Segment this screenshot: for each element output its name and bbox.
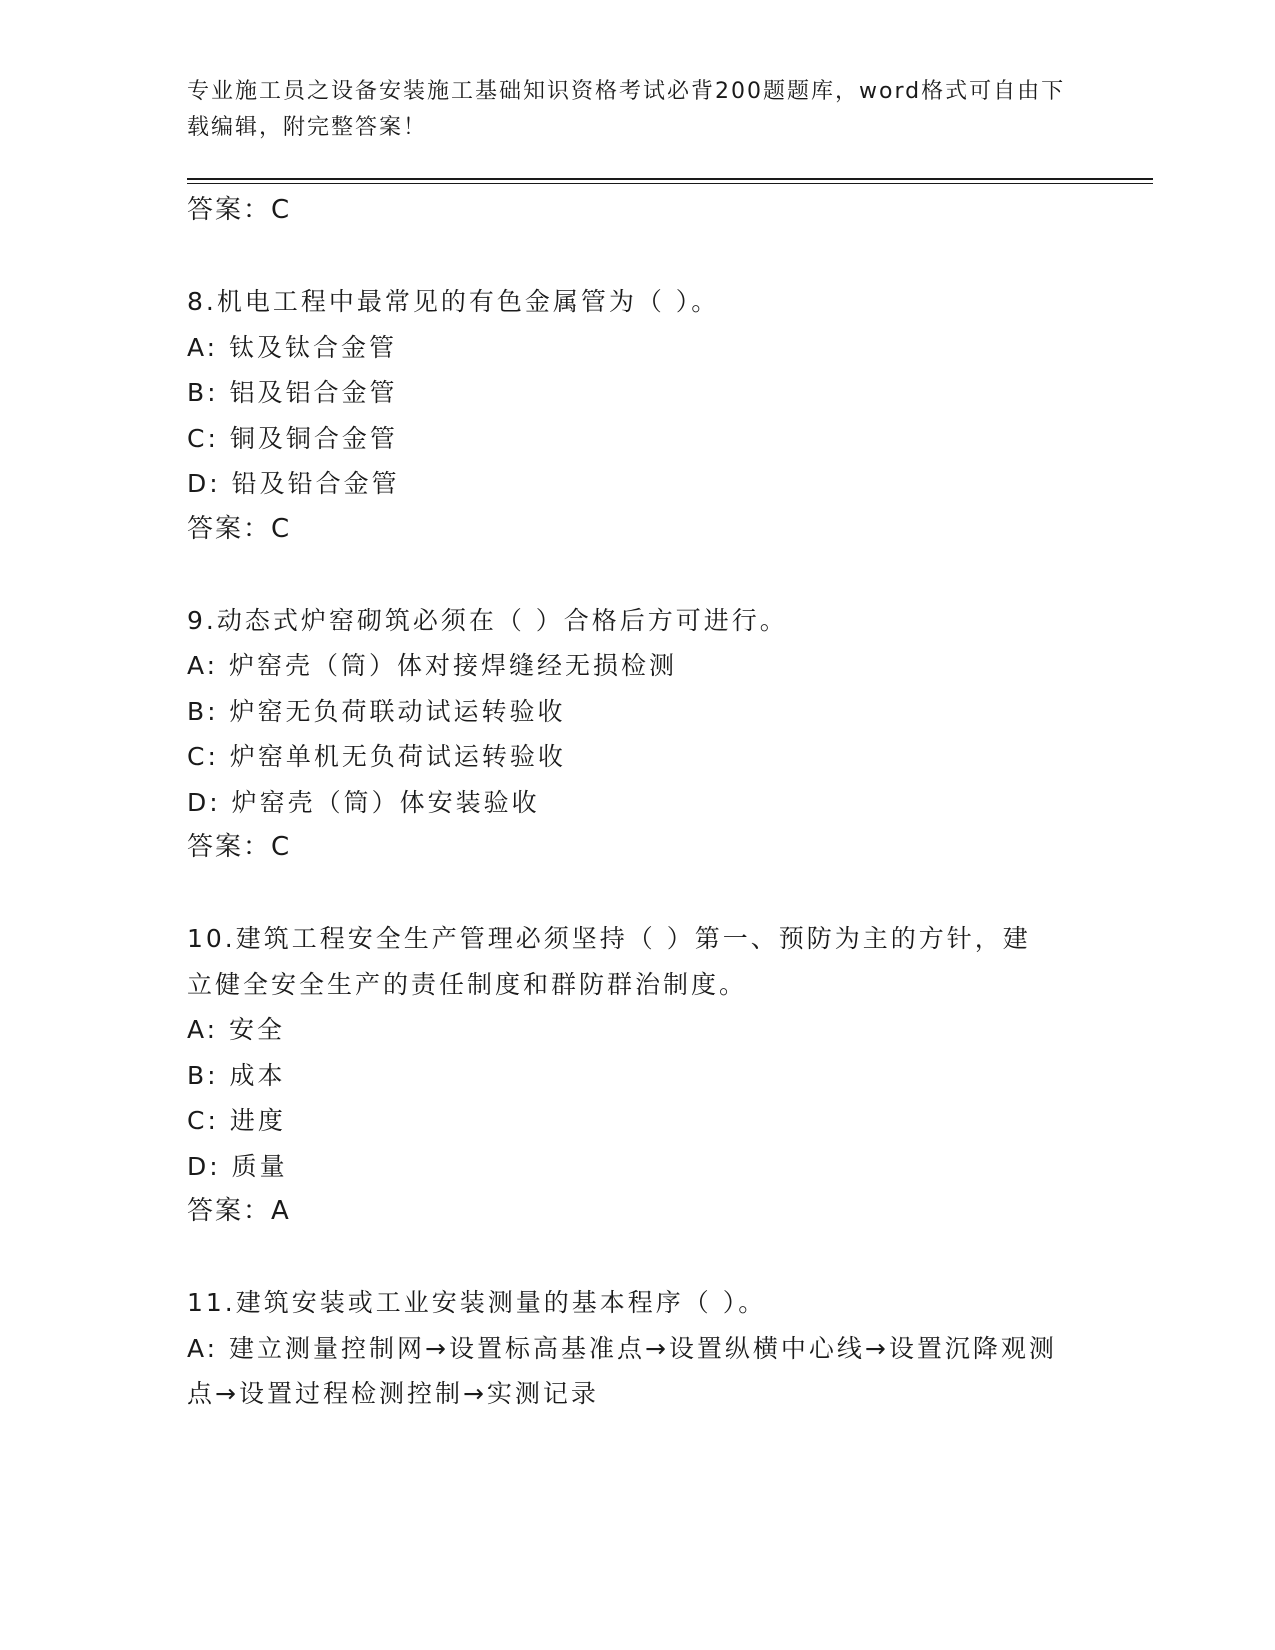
spacer	[187, 552, 1087, 598]
option-c: C: 铜及铜合金管	[187, 423, 398, 453]
option-a: A: 建立测量控制网→设置标高基准点→设置纵横中心线→设置沉降观测点→设置过程检测控制→实测记录	[187, 1333, 1057, 1408]
option-a: A: 安全	[187, 1015, 286, 1044]
option-b: B: 炉窑无负荷联动试运转验收	[187, 696, 566, 726]
question-block	[187, 916, 1087, 1235]
option-c: C: 进度	[187, 1106, 286, 1135]
answer-line: 答案：C	[187, 195, 292, 225]
question-block	[187, 598, 1087, 871]
answer-line: 答案：C	[187, 513, 292, 544]
option-c: C: 炉窑单机无负荷试运转验收	[187, 742, 566, 771]
spacer	[187, 1235, 1087, 1281]
answer-line: 答案：A	[187, 1196, 291, 1226]
option-a: A: 炉窑壳（筒）体对接焊缝经无损检测	[187, 651, 678, 680]
option-b: B: 铝及铝合金管	[187, 378, 398, 407]
option-d: D: 炉窑壳（筒）体安装验收	[187, 787, 540, 817]
option-b: B: 成本	[187, 1060, 286, 1090]
header-divider-thick	[187, 178, 1153, 180]
question-stem: 11.建筑安装或工业安装测量的基本程序（ ）。	[187, 1288, 767, 1317]
answer-line: 答案：C	[187, 832, 292, 862]
question-block	[187, 1280, 1087, 1417]
question-stem: 9.动态式炉窑砌筑必须在（ ）合格后方可进行。	[187, 605, 788, 635]
document-content	[187, 188, 1087, 1417]
option-d: D: 质量	[187, 1151, 288, 1181]
question-stem: 10.建筑工程安全生产管理必须坚持（ ）第一、预防为主的方针，建立健全安全生产的责任制度和群防群治制度。	[187, 924, 1031, 999]
question-block	[187, 279, 1087, 552]
header-divider-thin	[187, 183, 1153, 184]
option-d: D: 铅及铅合金管	[187, 469, 400, 498]
spacer	[187, 234, 1087, 280]
question-stem: 8.机电工程中最常见的有色金属管为（ ）。	[187, 287, 720, 316]
spacer	[187, 871, 1087, 917]
document-header: 专业施工员之设备安装施工基础知识资格考试必背200题题库，word格式可自由下载编辑，附完整答案！	[187, 79, 1066, 140]
option-a: A: 钛及钛合金管	[187, 332, 398, 362]
